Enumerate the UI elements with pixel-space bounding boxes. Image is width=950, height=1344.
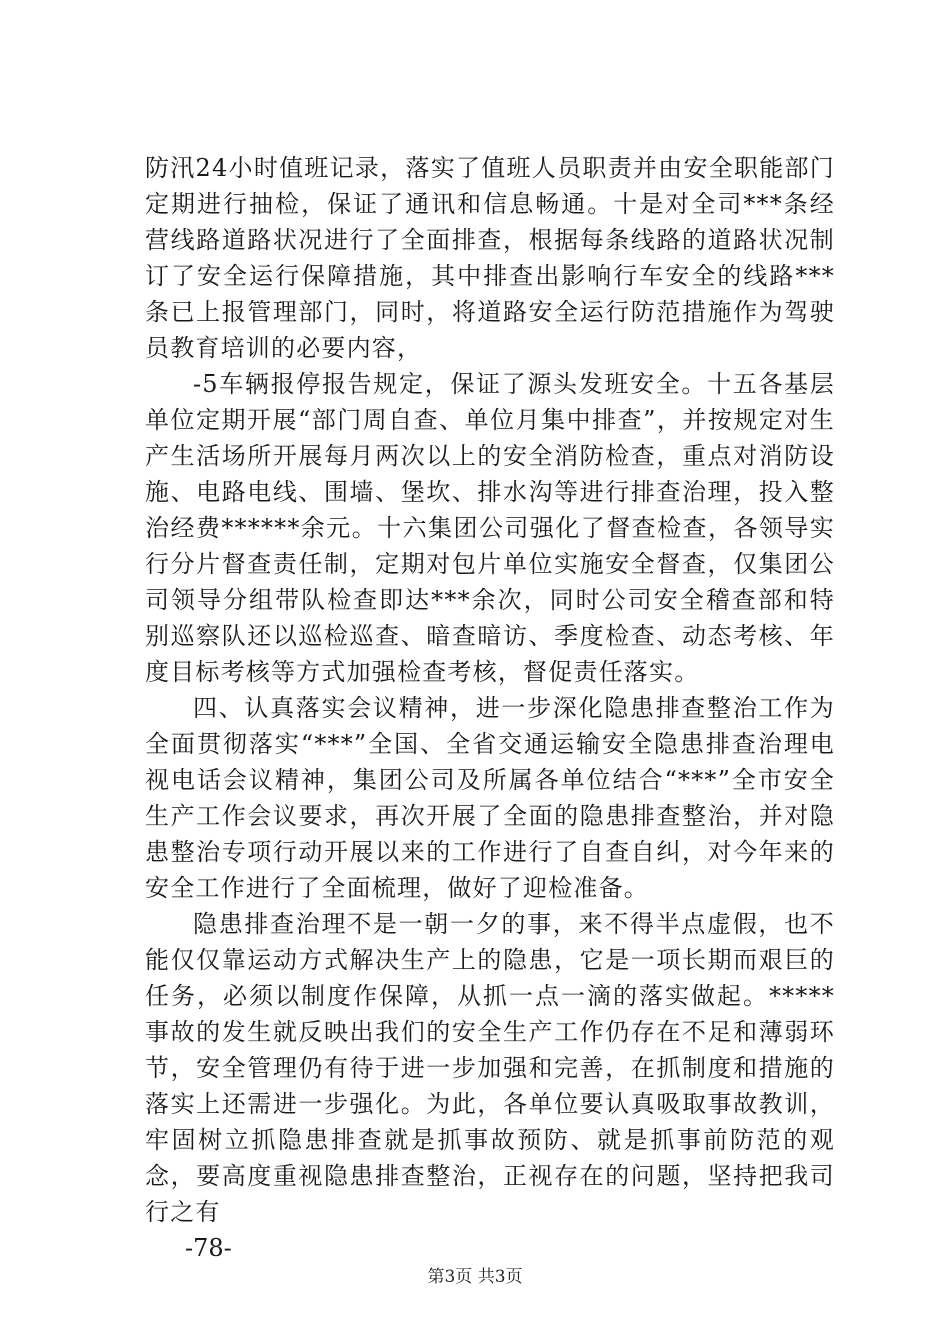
paragraph-2: -5车辆报停报告规定，保证了源头发班安全。十五各基层单位定期开展“部门周自查、单位月集中排查”，并按规定对生产生活场所开展每月两次以上的安全消防检查，重点对消防设施、电路电线、围墙、堡坎、排水沟等进行排查治理，投入整治经费******余元。十六集团公司强化了督查检查，各领导实行分片督查责任制，定期对包片单位实施安全督查，仅集团公司领导分组带队检查即达***余次，同时公司安全稽查部和特别巡察队还以巡检巡查、暗查暗访、季度检查、动态考核、年度目标考核等方式加强检查考核，督促责任落实。 <box>145 370 835 686</box>
page-footer: 第3页 共3页 <box>427 1267 523 1287</box>
paragraph-3: 四、认真落实会议精神，进一步深化隐患排查整治工作为全面贯彻落实“***”全国、全省交通运输安全隐患排查治理电视电话会议精神，集团公司及所属各单位结合“***”全市安全生产工作会议要求，再次开展了全面的隐患排查整治，并对隐患整治专项行动开展以来的工作进行了自查自纠，对今年来的安全工作进行了全面梳理，做好了迎检准备。 <box>145 694 835 902</box>
document-body <box>145 150 835 1266</box>
paragraph-1: 防汛24小时值班记录，落实了值班人员职责并由安全职能部门定期进行抽检，保证了通讯和信息畅通。十是对全司***条经营线路道路状况进行了全面排查，根据每条线路的道路状况制订了安全运行保障措施，其中排查出影响行车安全的线路***条已上报管理部门，同时，将道路安全运行防范措施作为驾驶员教育培训的必要内容， <box>145 154 835 362</box>
paragraph-4: 隐患排查治理不是一朝一夕的事，来不得半点虚假，也不能仅仅靠运动方式解决生产上的隐患，它是一项长期而艰巨的任务，必须以制度作保障，从抓一点一滴的落实做起。*****事故的发生就反映出我们的安全生产工作仍存在不足和薄弱环节，安全管理仍有待于进一步加强和完善，在抓制度和措施的落实上还需进一步强化。为此，各单位要认真吸取事故教训，牢固树立抓隐患排查就是抓事故预防、就是抓事前防范的观念，要高度重视隐患排查整治，正视存在的问题，坚持把我司行之有 <box>145 910 835 1226</box>
inline-page-number: -78- <box>185 1234 232 1262</box>
